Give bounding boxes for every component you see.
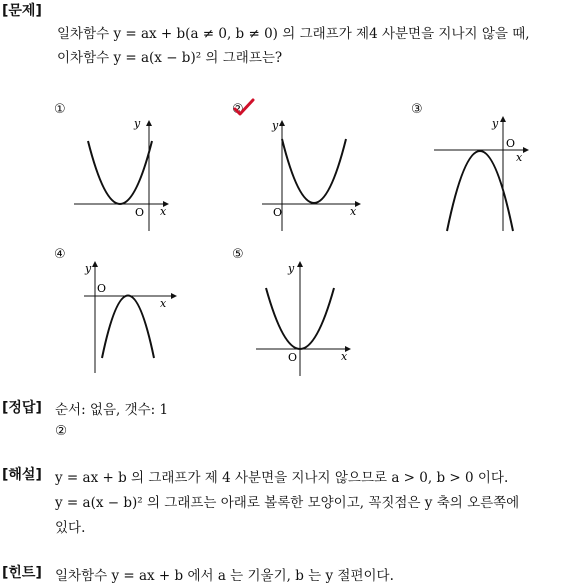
choice-1-number[interactable]: ① bbox=[54, 102, 66, 117]
x-axis-label: x bbox=[516, 151, 523, 164]
choice-3-number[interactable]: ③ bbox=[411, 102, 423, 117]
origin-label: O bbox=[135, 206, 145, 219]
y-axis-label: y bbox=[288, 262, 295, 275]
parabola bbox=[88, 141, 152, 204]
origin-label: O bbox=[506, 137, 516, 150]
problem-line-1: 일차함수 y = ax + b(a ≠ 0, b ≠ 0) 의 그래프가 제4 사분면을 지나지 않을 때, bbox=[57, 26, 530, 42]
choice-3-graph[interactable] bbox=[430, 113, 540, 235]
problem-line-2: 이차함수 y = a(x − b)² 의 그래프는? bbox=[57, 50, 283, 66]
answer-header: [정답] bbox=[2, 400, 42, 416]
answer-meta: 순서: 없음, 갯수: 1 bbox=[55, 402, 169, 418]
parabola bbox=[282, 139, 346, 203]
y-axis-label: y bbox=[272, 119, 279, 132]
choice-4-number[interactable]: ④ bbox=[54, 247, 66, 262]
choice-2-number[interactable]: ② bbox=[232, 102, 244, 117]
y-axis-label: y bbox=[492, 117, 499, 130]
x-axis-label: x bbox=[341, 350, 348, 363]
solution-line-2: y = a(x − b)² 의 그래프는 아래로 볼록한 모양이고, 꼭짓점은 y 축의 오른쪽에 bbox=[55, 495, 520, 511]
hint-line-1: 일차함수 y = ax + b 에서 a 는 기울기, b 는 y 절편이다. bbox=[55, 568, 394, 584]
solution-line-1: y = ax + b 의 그래프가 제 4 사분면을 지나지 않으므로 a > 0, b > 0 이다. bbox=[55, 470, 509, 486]
answer-value: ② bbox=[55, 423, 68, 439]
x-axis-label: x bbox=[350, 205, 357, 218]
checkmark-icon bbox=[232, 98, 256, 118]
x-axis-label: x bbox=[160, 297, 167, 310]
origin-label: O bbox=[97, 282, 107, 295]
choice-1-graph[interactable] bbox=[72, 113, 182, 235]
parabola bbox=[102, 296, 154, 359]
y-axis-label: y bbox=[85, 262, 92, 275]
choice-4-graph[interactable] bbox=[82, 258, 192, 378]
problem-header: [문제] bbox=[2, 3, 42, 19]
choice-5-number[interactable]: ⑤ bbox=[232, 247, 244, 262]
solution-line-3: 있다. bbox=[55, 520, 86, 536]
choice-5-graph[interactable] bbox=[254, 258, 364, 378]
origin-label: O bbox=[273, 206, 283, 219]
x-axis-label: x bbox=[160, 205, 167, 218]
hint-header: [힌트] bbox=[2, 565, 42, 581]
origin-label: O bbox=[288, 351, 298, 364]
y-axis-label: y bbox=[134, 117, 141, 130]
solution-header: [해설] bbox=[2, 467, 42, 483]
choice-2-graph[interactable] bbox=[258, 113, 368, 235]
